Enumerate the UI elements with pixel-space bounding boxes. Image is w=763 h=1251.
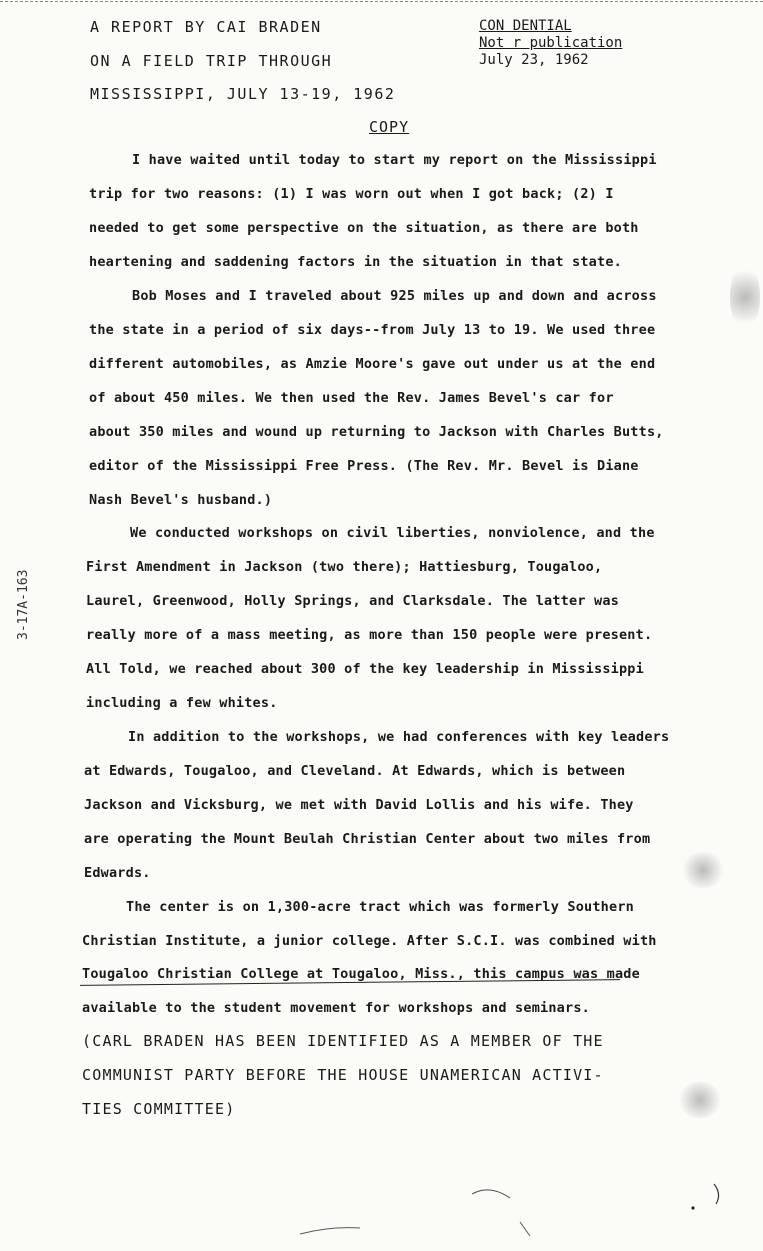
publication-note: Not r publication xyxy=(479,35,623,51)
scan-smudge xyxy=(676,1082,724,1118)
body-line: Tougaloo Christian College at Tougaloo, Miss., this campus was made xyxy=(82,966,640,982)
identification-note-line: TIES COMMITTEE) xyxy=(82,1100,236,1118)
body-line: trip for two reasons: (1) I was worn out when I got back; (2) I xyxy=(89,186,614,202)
report-header-line-2: ON A FIELD TRIP THROUGH xyxy=(90,52,333,70)
body-line: I have waited until today to start my report on the Mississippi xyxy=(132,152,657,168)
scan-marks xyxy=(0,1170,763,1251)
scan-smudge xyxy=(680,852,726,888)
body-line: Edwards. xyxy=(84,865,151,881)
body-line: In addition to the workshops, we had conferences with key leaders xyxy=(128,729,670,745)
body-line: of about 450 miles. We then used the Rev. James Bevel's car for xyxy=(89,390,614,406)
scan-smudge xyxy=(730,262,760,332)
report-header-line-3: MISSISSIPPI, JULY 13-19, 1962 xyxy=(90,85,396,103)
body-line: Jackson and Vicksburg, we met with David Lollis and his wife. They xyxy=(84,797,634,813)
identification-note-line: COMMUNIST PARTY BEFORE THE HOUSE UNAMERICAN ACTIVI- xyxy=(82,1066,604,1084)
report-header-line-1: A REPORT BY CAI BRADEN xyxy=(90,18,322,36)
body-line: All Told, we reached about 300 of the key leadership in Mississippi xyxy=(86,661,644,677)
confidential-label: CON DENTIAL xyxy=(479,18,572,34)
page-top-border xyxy=(0,1,763,2)
identification-note-line: (CARL BRADEN HAS BEEN IDENTIFIED AS A MEMBER OF THE xyxy=(82,1032,604,1050)
body-line: available to the student movement for workshops and seminars. xyxy=(82,1000,590,1016)
confidential-block xyxy=(479,18,622,69)
body-line: about 350 miles and wound up returning to Jackson with Charles Butts, xyxy=(89,424,664,440)
copy-label: COPY xyxy=(369,118,410,136)
body-line: at Edwards, Tougaloo, and Cleveland. At Edwards, which is between xyxy=(84,763,626,779)
body-line: Nash Bevel's husband.) xyxy=(89,492,273,508)
body-line: Bob Moses and I traveled about 925 miles up and down and across xyxy=(132,288,657,304)
body-line: Christian Institute, a junior college. After S.C.I. was combined with xyxy=(82,933,657,949)
margin-handwritten-note: 3-17A-163 xyxy=(16,569,31,640)
body-line: Laurel, Greenwood, Holly Springs, and Clarksdale. The latter was xyxy=(86,593,619,609)
body-line: the state in a period of six days--from July 13 to 19. We used three xyxy=(89,322,656,338)
body-line: The center is on 1,300-acre tract which was formerly Southern xyxy=(126,899,634,915)
body-line: We conducted workshops on civil liberties, nonviolence, and the xyxy=(130,525,655,541)
body-line: editor of the Mississippi Free Press. (The Rev. Mr. Bevel is Diane xyxy=(89,458,639,474)
body-line: including a few whites. xyxy=(86,695,278,711)
body-line: different automobiles, as Amzie Moore's gave out under us at the end xyxy=(89,356,656,372)
report-date: July 23, 1962 xyxy=(479,52,589,68)
body-line: heartening and saddening factors in the situation in that state. xyxy=(89,254,622,270)
body-line: really more of a mass meeting, as more than 150 people were present. xyxy=(86,627,653,643)
body-line: are operating the Mount Beulah Christian Center about two miles from xyxy=(84,831,651,847)
body-line: needed to get some perspective on the situation, as there are both xyxy=(89,220,639,236)
body-line: First Amendment in Jackson (two there); Hattiesburg, Tougaloo, xyxy=(86,559,603,575)
